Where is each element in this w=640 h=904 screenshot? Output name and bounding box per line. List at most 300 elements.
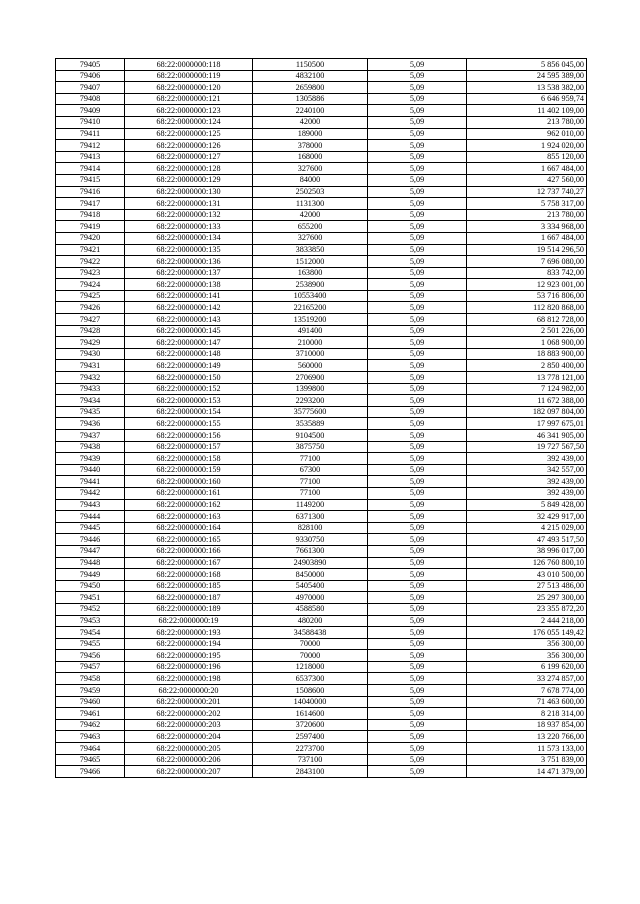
table-row: [56, 418, 587, 430]
cadastral-number-cell: 68:22:0000000:133: [125, 221, 253, 233]
area-cell: 10553400: [253, 290, 368, 302]
table-row: [56, 430, 587, 442]
amount-cell: 11 672 388,00: [467, 395, 587, 407]
rate-cell: 5,09: [368, 128, 467, 140]
cadastral-number-cell: 68:22:0000000:207: [125, 766, 253, 778]
table-row: [56, 534, 587, 546]
amount-cell: 213 780,00: [467, 116, 587, 128]
amount-cell: 18 937 854,00: [467, 719, 587, 731]
rate-cell: 5,09: [368, 348, 467, 360]
table-row: [56, 464, 587, 476]
amount-cell: 1 068 900,00: [467, 337, 587, 349]
row-number-cell: 79437: [56, 430, 125, 442]
cadastral-number-cell: 68:22:0000000:164: [125, 522, 253, 534]
table-row: [56, 337, 587, 349]
amount-cell: 182 097 804,00: [467, 406, 587, 418]
cadastral-number-cell: 68:22:0000000:153: [125, 395, 253, 407]
row-number-cell: 79456: [56, 650, 125, 662]
area-cell: 3535889: [253, 418, 368, 430]
row-number-cell: 79448: [56, 557, 125, 569]
row-number-cell: 79408: [56, 93, 125, 105]
row-number-cell: 79439: [56, 453, 125, 465]
row-number-cell: 79436: [56, 418, 125, 430]
rate-cell: 5,09: [368, 743, 467, 755]
amount-cell: 213 780,00: [467, 209, 587, 221]
row-number-cell: 79460: [56, 696, 125, 708]
table-row: [56, 140, 587, 152]
amount-cell: 32 429 917,00: [467, 511, 587, 523]
rate-cell: 5,09: [368, 232, 467, 244]
table-row: [56, 174, 587, 186]
rate-cell: 5,09: [368, 511, 467, 523]
amount-cell: 2 850 400,00: [467, 360, 587, 372]
table-row: [56, 302, 587, 314]
table-row: [56, 256, 587, 268]
amount-cell: 13 220 766,00: [467, 731, 587, 743]
table-row: [56, 186, 587, 198]
rate-cell: 5,09: [368, 603, 467, 615]
area-cell: 70000: [253, 650, 368, 662]
area-cell: 210000: [253, 337, 368, 349]
table-row: [56, 290, 587, 302]
cadastral-number-cell: 68:22:0000000:131: [125, 198, 253, 210]
row-number-cell: 79445: [56, 522, 125, 534]
rate-cell: 5,09: [368, 708, 467, 720]
cadastral-number-cell: 68:22:0000000:154: [125, 406, 253, 418]
row-number-cell: 79409: [56, 105, 125, 117]
table-row: [56, 360, 587, 372]
amount-cell: 33 274 857,00: [467, 673, 587, 685]
cadastral-number-cell: 68:22:0000000:136: [125, 256, 253, 268]
rate-cell: 5,09: [368, 325, 467, 337]
cadastral-number-cell: 68:22:0000000:204: [125, 731, 253, 743]
cadastral-number-cell: 68:22:0000000:152: [125, 383, 253, 395]
table-row: [56, 348, 587, 360]
cadastral-number-cell: 68:22:0000000:198: [125, 673, 253, 685]
amount-cell: 38 996 017,00: [467, 545, 587, 557]
amount-cell: 24 595 389,00: [467, 70, 587, 82]
table-row: [56, 70, 587, 82]
row-number-cell: 79421: [56, 244, 125, 256]
amount-cell: 176 055 149,42: [467, 627, 587, 639]
row-number-cell: 79414: [56, 163, 125, 175]
rate-cell: 5,09: [368, 430, 467, 442]
amount-cell: 46 341 905,00: [467, 430, 587, 442]
row-number-cell: 79422: [56, 256, 125, 268]
row-number-cell: 79466: [56, 766, 125, 778]
cadastral-number-cell: 68:22:0000000:124: [125, 116, 253, 128]
area-cell: 1131300: [253, 198, 368, 210]
area-cell: 42000: [253, 116, 368, 128]
rate-cell: 5,09: [368, 186, 467, 198]
table-row: [56, 82, 587, 94]
area-cell: 491400: [253, 325, 368, 337]
cadastral-number-cell: 68:22:0000000:161: [125, 487, 253, 499]
area-cell: 828100: [253, 522, 368, 534]
table-row: [56, 685, 587, 697]
cadastral-number-cell: 68:22:0000000:203: [125, 719, 253, 731]
amount-cell: 3 334 968,00: [467, 221, 587, 233]
amount-cell: 13 538 382,00: [467, 82, 587, 94]
row-number-cell: 79424: [56, 279, 125, 291]
table-row: [56, 499, 587, 511]
rate-cell: 5,09: [368, 766, 467, 778]
table-row: [56, 372, 587, 384]
rate-cell: 5,09: [368, 453, 467, 465]
table-row: [56, 766, 587, 778]
rate-cell: 5,09: [368, 198, 467, 210]
cadastral-number-cell: 68:22:0000000:165: [125, 534, 253, 546]
table-row: [56, 395, 587, 407]
amount-cell: 25 297 300,00: [467, 592, 587, 604]
area-cell: 1512000: [253, 256, 368, 268]
amount-cell: 1 667 484,00: [467, 163, 587, 175]
amount-cell: 427 560,00: [467, 174, 587, 186]
rate-cell: 5,09: [368, 70, 467, 82]
cadastral-number-cell: 68:22:0000000:142: [125, 302, 253, 314]
amount-cell: 855 120,00: [467, 151, 587, 163]
area-cell: 3720600: [253, 719, 368, 731]
rate-cell: 5,09: [368, 59, 467, 71]
cadastral-number-cell: 68:22:0000000:141: [125, 290, 253, 302]
amount-cell: 68 812 728,00: [467, 314, 587, 326]
area-cell: 6537300: [253, 673, 368, 685]
row-number-cell: 79430: [56, 348, 125, 360]
row-number-cell: 79426: [56, 302, 125, 314]
rate-cell: 5,09: [368, 395, 467, 407]
cadastral-number-cell: 68:22:0000000:132: [125, 209, 253, 221]
amount-cell: 1 667 484,00: [467, 232, 587, 244]
amount-cell: 5 849 428,00: [467, 499, 587, 511]
rate-cell: 5,09: [368, 314, 467, 326]
table-row: [56, 754, 587, 766]
amount-cell: 962 010,00: [467, 128, 587, 140]
area-cell: 4970000: [253, 592, 368, 604]
table-row: [56, 267, 587, 279]
row-number-cell: 79454: [56, 627, 125, 639]
amount-cell: 2 501 226,00: [467, 325, 587, 337]
amount-cell: 1 924 020,00: [467, 140, 587, 152]
area-cell: 13519200: [253, 314, 368, 326]
area-cell: 77100: [253, 476, 368, 488]
rate-cell: 5,09: [368, 267, 467, 279]
cadastral-number-cell: 68:22:0000000:202: [125, 708, 253, 720]
amount-cell: 392 439,00: [467, 476, 587, 488]
row-number-cell: 79412: [56, 140, 125, 152]
table-row: [56, 244, 587, 256]
table-row: [56, 105, 587, 117]
amount-cell: 17 997 675,01: [467, 418, 587, 430]
rate-cell: 5,09: [368, 545, 467, 557]
cadastral-number-cell: 68:22:0000000:148: [125, 348, 253, 360]
area-cell: 3710000: [253, 348, 368, 360]
cadastral-number-cell: 68:22:0000000:195: [125, 650, 253, 662]
cadastral-number-cell: 68:22:0000000:147: [125, 337, 253, 349]
table-row: [56, 603, 587, 615]
rate-cell: 5,09: [368, 418, 467, 430]
row-number-cell: 79450: [56, 580, 125, 592]
amount-cell: 126 760 800,10: [467, 557, 587, 569]
area-cell: 7661300: [253, 545, 368, 557]
table-row: [56, 325, 587, 337]
row-number-cell: 79453: [56, 615, 125, 627]
rate-cell: 5,09: [368, 464, 467, 476]
cadastral-number-cell: 68:22:0000000:145: [125, 325, 253, 337]
amount-cell: 19 727 567,50: [467, 441, 587, 453]
area-cell: 24903890: [253, 557, 368, 569]
amount-cell: 833 742,00: [467, 267, 587, 279]
cadastral-number-cell: 68:22:0000000:119: [125, 70, 253, 82]
rate-cell: 5,09: [368, 105, 467, 117]
cadastral-number-cell: 68:22:0000000:162: [125, 499, 253, 511]
cadastral-number-cell: 68:22:0000000:163: [125, 511, 253, 523]
table-row: [56, 615, 587, 627]
rate-cell: 5,09: [368, 476, 467, 488]
row-number-cell: 79461: [56, 708, 125, 720]
area-cell: 2538900: [253, 279, 368, 291]
row-number-cell: 79458: [56, 673, 125, 685]
rate-cell: 5,09: [368, 638, 467, 650]
rate-cell: 5,09: [368, 372, 467, 384]
amount-cell: 12 923 001,00: [467, 279, 587, 291]
rate-cell: 5,09: [368, 360, 467, 372]
cadastral-number-cell: 68:22:0000000:201: [125, 696, 253, 708]
area-cell: 1218000: [253, 661, 368, 673]
row-number-cell: 79465: [56, 754, 125, 766]
area-cell: 5405400: [253, 580, 368, 592]
area-cell: 163800: [253, 267, 368, 279]
row-number-cell: 79433: [56, 383, 125, 395]
amount-cell: 18 883 900,00: [467, 348, 587, 360]
cadastral-number-cell: 68:22:0000000:187: [125, 592, 253, 604]
row-number-cell: 79462: [56, 719, 125, 731]
table-body: [56, 59, 587, 778]
area-cell: 1150500: [253, 59, 368, 71]
area-cell: 378000: [253, 140, 368, 152]
amount-cell: 43 010 500,00: [467, 569, 587, 581]
area-cell: 4588580: [253, 603, 368, 615]
row-number-cell: 79432: [56, 372, 125, 384]
amount-cell: 7 124 982,00: [467, 383, 587, 395]
amount-cell: 13 778 121,00: [467, 372, 587, 384]
table-row: [56, 151, 587, 163]
rate-cell: 5,09: [368, 592, 467, 604]
rate-cell: 5,09: [368, 151, 467, 163]
table-row: [56, 116, 587, 128]
row-number-cell: 79410: [56, 116, 125, 128]
cadastral-number-cell: 68:22:0000000:196: [125, 661, 253, 673]
row-number-cell: 79449: [56, 569, 125, 581]
rate-cell: 5,09: [368, 209, 467, 221]
rate-cell: 5,09: [368, 337, 467, 349]
area-cell: 168000: [253, 151, 368, 163]
amount-cell: 5 758 317,00: [467, 198, 587, 210]
cadastral-number-cell: 68:22:0000000:168: [125, 569, 253, 581]
amount-cell: 356 300,00: [467, 638, 587, 650]
cadastral-number-cell: 68:22:0000000:134: [125, 232, 253, 244]
amount-cell: 11 402 109,00: [467, 105, 587, 117]
area-cell: 3875750: [253, 441, 368, 453]
cadastral-number-cell: 68:22:0000000:19: [125, 615, 253, 627]
table-row: [56, 719, 587, 731]
rate-cell: 5,09: [368, 406, 467, 418]
amount-cell: 3 751 839,00: [467, 754, 587, 766]
area-cell: 67300: [253, 464, 368, 476]
row-number-cell: 79442: [56, 487, 125, 499]
area-cell: 35775600: [253, 406, 368, 418]
cadastral-number-cell: 68:22:0000000:157: [125, 441, 253, 453]
cadastral-number-cell: 68:22:0000000:189: [125, 603, 253, 615]
rate-cell: 5,09: [368, 534, 467, 546]
row-number-cell: 79443: [56, 499, 125, 511]
amount-cell: 12 737 740,27: [467, 186, 587, 198]
amount-cell: 47 493 517,50: [467, 534, 587, 546]
table-row: [56, 221, 587, 233]
rate-cell: 5,09: [368, 731, 467, 743]
row-number-cell: 79411: [56, 128, 125, 140]
row-number-cell: 79447: [56, 545, 125, 557]
area-cell: 77100: [253, 487, 368, 499]
row-number-cell: 79431: [56, 360, 125, 372]
rate-cell: 5,09: [368, 615, 467, 627]
cadastral-number-cell: 68:22:0000000:125: [125, 128, 253, 140]
rate-cell: 5,09: [368, 140, 467, 152]
cadastral-number-cell: 68:22:0000000:155: [125, 418, 253, 430]
row-number-cell: 79427: [56, 314, 125, 326]
area-cell: 6371300: [253, 511, 368, 523]
amount-cell: 11 573 133,00: [467, 743, 587, 755]
row-number-cell: 79429: [56, 337, 125, 349]
table-row: [56, 627, 587, 639]
table-row: [56, 696, 587, 708]
amount-cell: 8 218 314,00: [467, 708, 587, 720]
amount-cell: 392 439,00: [467, 487, 587, 499]
row-number-cell: 79415: [56, 174, 125, 186]
amount-cell: 19 514 296,50: [467, 244, 587, 256]
row-number-cell: 79405: [56, 59, 125, 71]
area-cell: 737100: [253, 754, 368, 766]
rate-cell: 5,09: [368, 650, 467, 662]
area-cell: 2240100: [253, 105, 368, 117]
table-row: [56, 476, 587, 488]
table-row: [56, 708, 587, 720]
cadastral-value-table: [55, 58, 587, 778]
rate-cell: 5,09: [368, 116, 467, 128]
row-number-cell: 79418: [56, 209, 125, 221]
area-cell: 1305886: [253, 93, 368, 105]
cadastral-number-cell: 68:22:0000000:194: [125, 638, 253, 650]
table-row: [56, 650, 587, 662]
cadastral-number-cell: 68:22:0000000:128: [125, 163, 253, 175]
row-number-cell: 79413: [56, 151, 125, 163]
area-cell: 560000: [253, 360, 368, 372]
area-cell: 22165200: [253, 302, 368, 314]
area-cell: 2843100: [253, 766, 368, 778]
cadastral-number-cell: 68:22:0000000:156: [125, 430, 253, 442]
rate-cell: 5,09: [368, 244, 467, 256]
row-number-cell: 79444: [56, 511, 125, 523]
amount-cell: 23 355 872,20: [467, 603, 587, 615]
area-cell: 3833850: [253, 244, 368, 256]
table-row: [56, 314, 587, 326]
rate-cell: 5,09: [368, 685, 467, 697]
area-cell: 2659800: [253, 82, 368, 94]
cadastral-number-cell: 68:22:0000000:143: [125, 314, 253, 326]
rate-cell: 5,09: [368, 174, 467, 186]
row-number-cell: 79416: [56, 186, 125, 198]
row-number-cell: 79435: [56, 406, 125, 418]
amount-cell: 392 439,00: [467, 453, 587, 465]
row-number-cell: 79434: [56, 395, 125, 407]
row-number-cell: 79438: [56, 441, 125, 453]
cadastral-number-cell: 68:22:0000000:160: [125, 476, 253, 488]
rate-cell: 5,09: [368, 256, 467, 268]
rate-cell: 5,09: [368, 754, 467, 766]
rate-cell: 5,09: [368, 557, 467, 569]
amount-cell: 112 820 868,00: [467, 302, 587, 314]
area-cell: 77100: [253, 453, 368, 465]
row-number-cell: 79451: [56, 592, 125, 604]
table-row: [56, 545, 587, 557]
rate-cell: 5,09: [368, 569, 467, 581]
amount-cell: 53 716 806,00: [467, 290, 587, 302]
amount-cell: 14 471 379,00: [467, 766, 587, 778]
rate-cell: 5,09: [368, 279, 467, 291]
area-cell: 42000: [253, 209, 368, 221]
rate-cell: 5,09: [368, 580, 467, 592]
table-row: [56, 441, 587, 453]
area-cell: 655200: [253, 221, 368, 233]
cadastral-number-cell: 68:22:0000000:126: [125, 140, 253, 152]
amount-cell: 5 856 045,00: [467, 59, 587, 71]
amount-cell: 7 678 774,00: [467, 685, 587, 697]
rate-cell: 5,09: [368, 82, 467, 94]
area-cell: 8450000: [253, 569, 368, 581]
amount-cell: 2 444 218,00: [467, 615, 587, 627]
table-row: [56, 198, 587, 210]
row-number-cell: 79464: [56, 743, 125, 755]
amount-cell: 27 513 486,00: [467, 580, 587, 592]
table-row: [56, 592, 587, 604]
rate-cell: 5,09: [368, 673, 467, 685]
rate-cell: 5,09: [368, 383, 467, 395]
row-number-cell: 79440: [56, 464, 125, 476]
cadastral-number-cell: 68:22:0000000:138: [125, 279, 253, 291]
rate-cell: 5,09: [368, 696, 467, 708]
amount-cell: 6 199 620,00: [467, 661, 587, 673]
area-cell: 2597400: [253, 731, 368, 743]
table-row: [56, 406, 587, 418]
row-number-cell: 79419: [56, 221, 125, 233]
table-row: [56, 487, 587, 499]
table-row: [56, 93, 587, 105]
rate-cell: 5,09: [368, 661, 467, 673]
rate-cell: 5,09: [368, 290, 467, 302]
area-cell: 34588438: [253, 627, 368, 639]
cadastral-number-cell: 68:22:0000000:130: [125, 186, 253, 198]
table-row: [56, 232, 587, 244]
cadastral-number-cell: 68:22:0000000:158: [125, 453, 253, 465]
cadastral-number-cell: 68:22:0000000:149: [125, 360, 253, 372]
cadastral-number-cell: 68:22:0000000:205: [125, 743, 253, 755]
cadastral-number-cell: 68:22:0000000:159: [125, 464, 253, 476]
table-row: [56, 743, 587, 755]
rate-cell: 5,09: [368, 522, 467, 534]
table-row: [56, 453, 587, 465]
table-row: [56, 383, 587, 395]
row-number-cell: 79423: [56, 267, 125, 279]
rate-cell: 5,09: [368, 93, 467, 105]
